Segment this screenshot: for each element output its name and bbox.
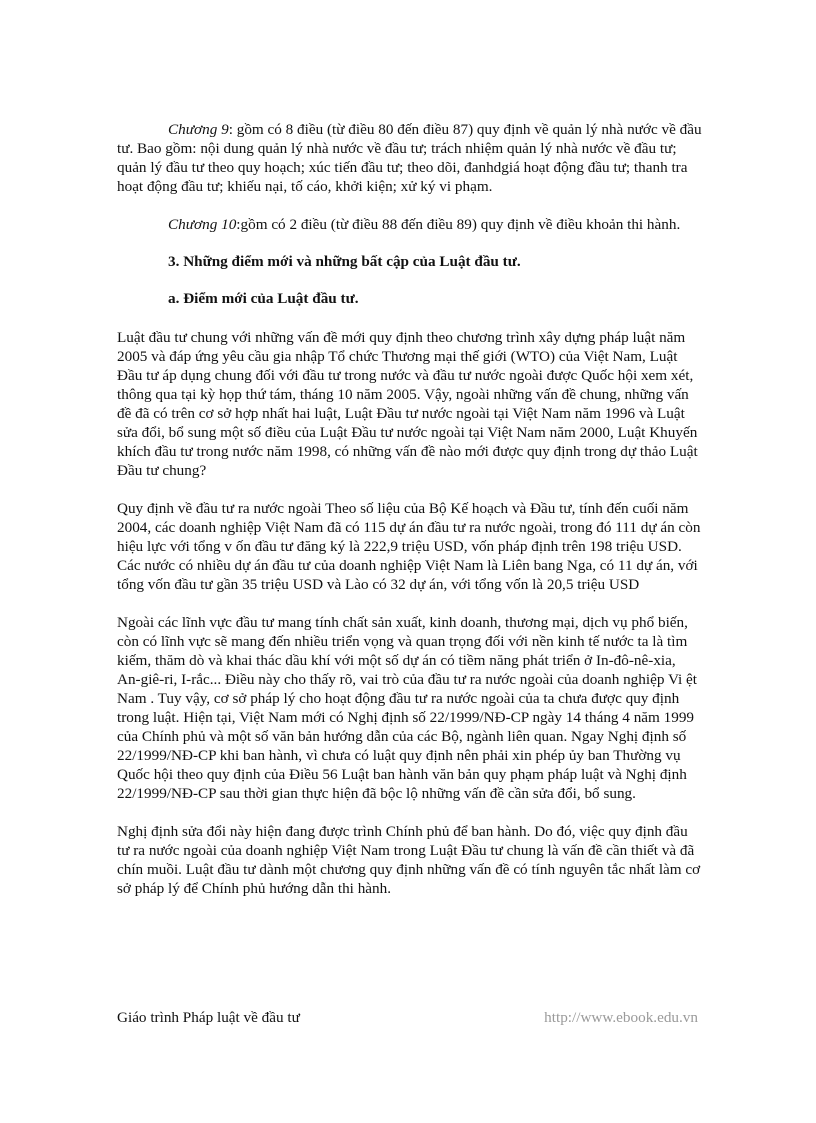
paragraph-overseas-investment: Quy định về đầu tư ra nước ngoài Theo số liệu của Bộ Kế hoạch và Đầu tư, tính đến cuối năm 2004, các doanh nghiệp Việt Nam đã có 115 dự án đầu tư ra nước ngoài, trong đó 111 dự án còn hiệu lực với tổng v ốn đầu tư đăng ký là 222,9 triệu USD, vốn pháp định trên 198 triệu USD. Các nước có nhiều dự án đầu tư của doanh nghiệp Việt Nam là Liên bang Nga, có 11 dự án, với tổng vốn đầu tư gần 35 triệu USD và Lào có 32 dự án, với tổng vốn là 20,5 triệu USD <box>117 500 701 593</box>
chapter-9-text: : gồm có 8 điều (từ điều 80 đến điều 87) quy định về quản lý nhà nước về đầu tư. Bao gồm: nội dung quản lý nhà nước về đầu tư; trách nhiệm quản lý nhà nước về đầu tư; quản lý đầu tư theo quy hoạch; xúc tiến đầu tư; theo dõi, đanhdgiá hoạt động đầu tư; thanh tra hoạt động đầu tư; khiếu nại, tố cáo, khởi kiện; xử ký vi phạm. <box>117 121 702 195</box>
footer-url[interactable]: http://www.ebook.edu.vn <box>544 1009 698 1026</box>
paragraph-chuong-9 <box>117 120 702 196</box>
chapter-9-label: Chương 9 <box>168 121 229 138</box>
chapter-10-label: Chương 10 <box>168 216 237 233</box>
page-footer <box>117 1009 698 1031</box>
paragraph-other-sectors: Ngoài các lĩnh vực đầu tư mang tính chất sản xuất, kinh doanh, thương mại, dịch vụ phổ biến, còn có lĩnh vực sẽ mang đến nhiều triển vọng và quan trọng đối với nền kinh tế nước ta là tìm kiếm, thăm dò và khai thác dầu khí với một số dự án có tiềm năng phát triển ở In-đô-nê-xia, An-giê-ri, I-rắc... Điều này cho thấy rõ, vai trò của đầu tư ra nước ngoài của doanh nghiệp Vi ệt Nam . Tuy vậy, cơ sở pháp lý cho hoạt động đầu tư ra nước ngoài của ta chưa được quy định trong luật. Hiện tại, Việt Nam mới có Nghị định số 22/1999/NĐ-CP ngày 14 tháng 4 năm 1999 của Chính phủ và một số văn bản hướng dẫn của các Bộ, ngành liên quan. Ngay Nghị định số 22/1999/NĐ-CP khi ban hành, vì chưa có luật quy định nên phải xin phép ủy ban Thường vụ Quốc hội theo quy định của Điều 56 Luật ban hành văn bản quy phạm pháp luật và Nghị định 22/1999/NĐ-CP sau thời gian thực hiện đã bộc lộ những vấn đề cần sửa đổi, bổ sung. <box>117 614 697 802</box>
chapter-10-text: :gồm có 2 điều (từ điều 88 đến điều 89) quy định về điều khoản thi hành. <box>236 216 681 233</box>
paragraph-amended-decree: Nghị định sửa đổi này hiện đang được trình Chính phủ để ban hành. Do đó, việc quy định đầu tư ra nước ngoài của doanh nghiệp Việt Nam trong Luật Đầu tư chung là vấn đề cần thiết và đã chín muồi. Luật đầu tư dành một chương quy định những vấn đề có tính nguyên tắc nhất làm cơ sở pháp lý để Chính phủ hướng dẫn thi hành. <box>117 823 701 897</box>
section-heading-3: 3. Những điểm mới và những bất cập của Luật đầu tư. <box>168 253 521 270</box>
document-body <box>117 120 702 898</box>
paragraph-new-points: Luật đầu tư chung với những vấn đề mới quy định theo chương trình xây dựng pháp luật năm 2005 và đáp ứng yêu cầu gia nhập Tổ chức Thương mại thế giới (WTO) của Việt Nam, Luật Đầu tư áp dụng chung đối với đầu tư trong nước và đầu tư nước ngoài được Quốc hội xem xét, thông qua tại kỳ họp thứ tám, tháng 10 năm 2005. Vậy, ngoài những vấn đề chung, những vấn đề đã có trên cơ sở hợp nhất hai luật, Luật Đầu tư nước ngoài tại Việt Nam năm 1996 và Luật sửa đổi, bổ sung một số điều của Luật Đầu tư nước ngoài tại Việt Nam năm 2000, Luật Khuyến khích đầu tư trong nước năm 1998, có những vấn đề nào mới được quy định trong dự thảo Luật Đầu tư chung? <box>117 329 698 479</box>
paragraph-chuong-10 <box>117 215 702 234</box>
footer-title: Giáo trình Pháp luật về đầu tư <box>117 1009 300 1026</box>
section-heading-a: a. Điểm mới của Luật đầu tư. <box>168 290 359 307</box>
